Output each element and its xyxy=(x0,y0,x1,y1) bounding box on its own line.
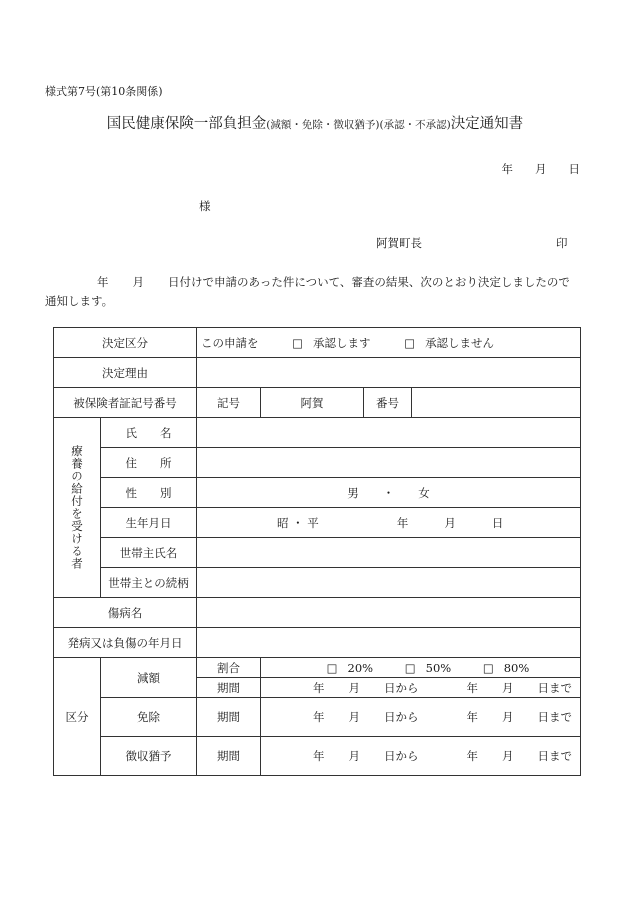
body-text: 日付けで申請のあった件について、審査の結果、次のとおり決定しましたので通知します。 xyxy=(45,275,570,308)
ratio-label: 割合 xyxy=(197,658,261,678)
period-month-2: 月 xyxy=(502,710,514,724)
ratio-options xyxy=(261,658,581,678)
period-year-2: 年 xyxy=(466,710,478,724)
address-label: 住 所 xyxy=(101,448,197,478)
body-month: 月 xyxy=(132,275,144,289)
period-until: 日まで xyxy=(537,710,572,724)
deferral-period-field[interactable] xyxy=(261,737,581,776)
disease-label: 傷病名 xyxy=(54,598,197,628)
table-row xyxy=(54,388,581,418)
ratio-option-50[interactable] xyxy=(405,661,451,675)
table-row xyxy=(54,598,581,628)
title-main: 国民健康保険一部負担金 xyxy=(106,116,267,132)
table-row xyxy=(54,568,581,598)
ratio-checkbox-20[interactable]: □ xyxy=(326,660,338,675)
birth-year: 年 xyxy=(396,515,409,530)
table-row xyxy=(54,478,581,508)
disease-field[interactable] xyxy=(197,598,581,628)
period-until: 日まで xyxy=(537,680,572,695)
table-row xyxy=(54,628,581,658)
decision-prefix: この申請を xyxy=(201,335,259,350)
addressee-suffix: 様 xyxy=(199,199,211,213)
sex-male[interactable]: 男 xyxy=(347,485,359,500)
period-from: 日から xyxy=(384,680,419,695)
birth-field[interactable] xyxy=(197,508,581,538)
table-row xyxy=(54,737,581,776)
period-year-1: 年 xyxy=(313,710,325,724)
seal-mark: 印 xyxy=(556,236,568,250)
ratio-label-20: 20% xyxy=(347,660,374,675)
ratio-label-50: 50% xyxy=(425,660,452,675)
issue-date xyxy=(480,161,581,177)
table-row xyxy=(54,448,581,478)
decision-label: 決定区分 xyxy=(54,328,197,358)
table-row xyxy=(54,658,581,678)
period-year-1: 年 xyxy=(313,680,325,695)
period-from: 日から xyxy=(384,710,419,724)
body-year: 年 xyxy=(97,275,109,289)
ratio-checkbox-50[interactable]: □ xyxy=(404,660,416,675)
birth-label: 生年月日 xyxy=(101,508,197,538)
period-month-1: 月 xyxy=(348,710,360,724)
number-label: 番号 xyxy=(364,388,412,418)
table-row xyxy=(54,418,581,448)
date-month: 月 xyxy=(535,162,547,176)
ratio-option-20[interactable] xyxy=(327,661,373,675)
deferral-label: 徴収猶予 xyxy=(101,737,197,776)
insured-label: 被保険者証記号番号 xyxy=(54,388,197,418)
table-row xyxy=(54,538,581,568)
reduction-label: 減額 xyxy=(101,658,197,698)
approve-label: 承認します xyxy=(313,335,371,350)
birth-day: 日 xyxy=(491,515,504,530)
exemption-period-field[interactable] xyxy=(261,698,581,737)
relation-label: 世帯主との続柄 xyxy=(101,568,197,598)
period-label: 期間 xyxy=(197,678,261,698)
name-label: 氏 名 xyxy=(101,418,197,448)
decision-table xyxy=(53,327,581,776)
sex-label: 性 別 xyxy=(101,478,197,508)
reject-option[interactable] xyxy=(404,336,494,350)
recipient-label-cell xyxy=(54,418,101,598)
document-title xyxy=(0,112,630,133)
period-month-1: 月 xyxy=(348,680,360,695)
form-number: 様式第7号(第10条関係) xyxy=(45,85,163,98)
reason-label: 決定理由 xyxy=(54,358,197,388)
decision-cell xyxy=(197,328,581,358)
birth-month: 月 xyxy=(444,515,456,530)
name-field[interactable] xyxy=(197,418,581,448)
table-row xyxy=(54,508,581,538)
approve-option[interactable] xyxy=(292,335,370,351)
reason-field[interactable] xyxy=(197,358,581,388)
table-row xyxy=(54,328,581,358)
period-year-1: 年 xyxy=(313,749,325,763)
issuer-name: 阿賀町長 xyxy=(376,236,422,250)
period-until: 日まで xyxy=(537,749,572,763)
period-month-1: 月 xyxy=(348,749,360,763)
symbol-label: 記号 xyxy=(197,388,261,418)
relation-field[interactable] xyxy=(197,568,581,598)
symbol-value: 阿賀 xyxy=(261,388,364,418)
title-sub: (減額・免除・徴収猶予)(承認・不承認) xyxy=(266,119,451,131)
period-label: 期間 xyxy=(197,737,261,776)
period-year-2: 年 xyxy=(466,680,478,695)
approve-checkbox[interactable]: □ xyxy=(292,335,304,350)
reject-checkbox[interactable]: □ xyxy=(404,335,416,350)
onset-label: 発病又は負傷の年月日 xyxy=(54,628,197,658)
period-from: 日から xyxy=(384,749,419,763)
era-text: 昭 ・ 平 xyxy=(277,515,319,530)
table-row xyxy=(54,358,581,388)
date-year: 年 xyxy=(501,162,513,176)
sex-field[interactable] xyxy=(197,478,581,508)
sex-dot: ・ xyxy=(382,485,395,500)
notice-body xyxy=(45,273,581,311)
ratio-label-80: 80% xyxy=(503,660,530,675)
ratio-option-80[interactable] xyxy=(483,661,529,675)
period-year-2: 年 xyxy=(466,749,478,763)
date-day: 日 xyxy=(568,162,580,176)
sex-female[interactable]: 女 xyxy=(418,485,430,500)
reduction-period-field[interactable] xyxy=(261,678,581,698)
head-name-label: 世帯主氏名 xyxy=(101,538,197,568)
address-field[interactable] xyxy=(197,448,581,478)
exemption-label: 免除 xyxy=(101,698,197,737)
category-label: 区分 xyxy=(54,658,101,776)
onset-field[interactable] xyxy=(197,628,581,658)
recipient-label: 療養の給付を受ける者 xyxy=(70,445,84,570)
period-month-2: 月 xyxy=(502,680,514,695)
title-end: 決定通知書 xyxy=(450,116,524,132)
period-label: 期間 xyxy=(197,698,261,737)
head-name-field[interactable] xyxy=(197,538,581,568)
reject-label: 承認しません xyxy=(425,335,495,350)
ratio-checkbox-80[interactable]: □ xyxy=(482,660,494,675)
table-row xyxy=(54,698,581,737)
period-month-2: 月 xyxy=(502,749,514,763)
number-field[interactable] xyxy=(412,388,581,418)
